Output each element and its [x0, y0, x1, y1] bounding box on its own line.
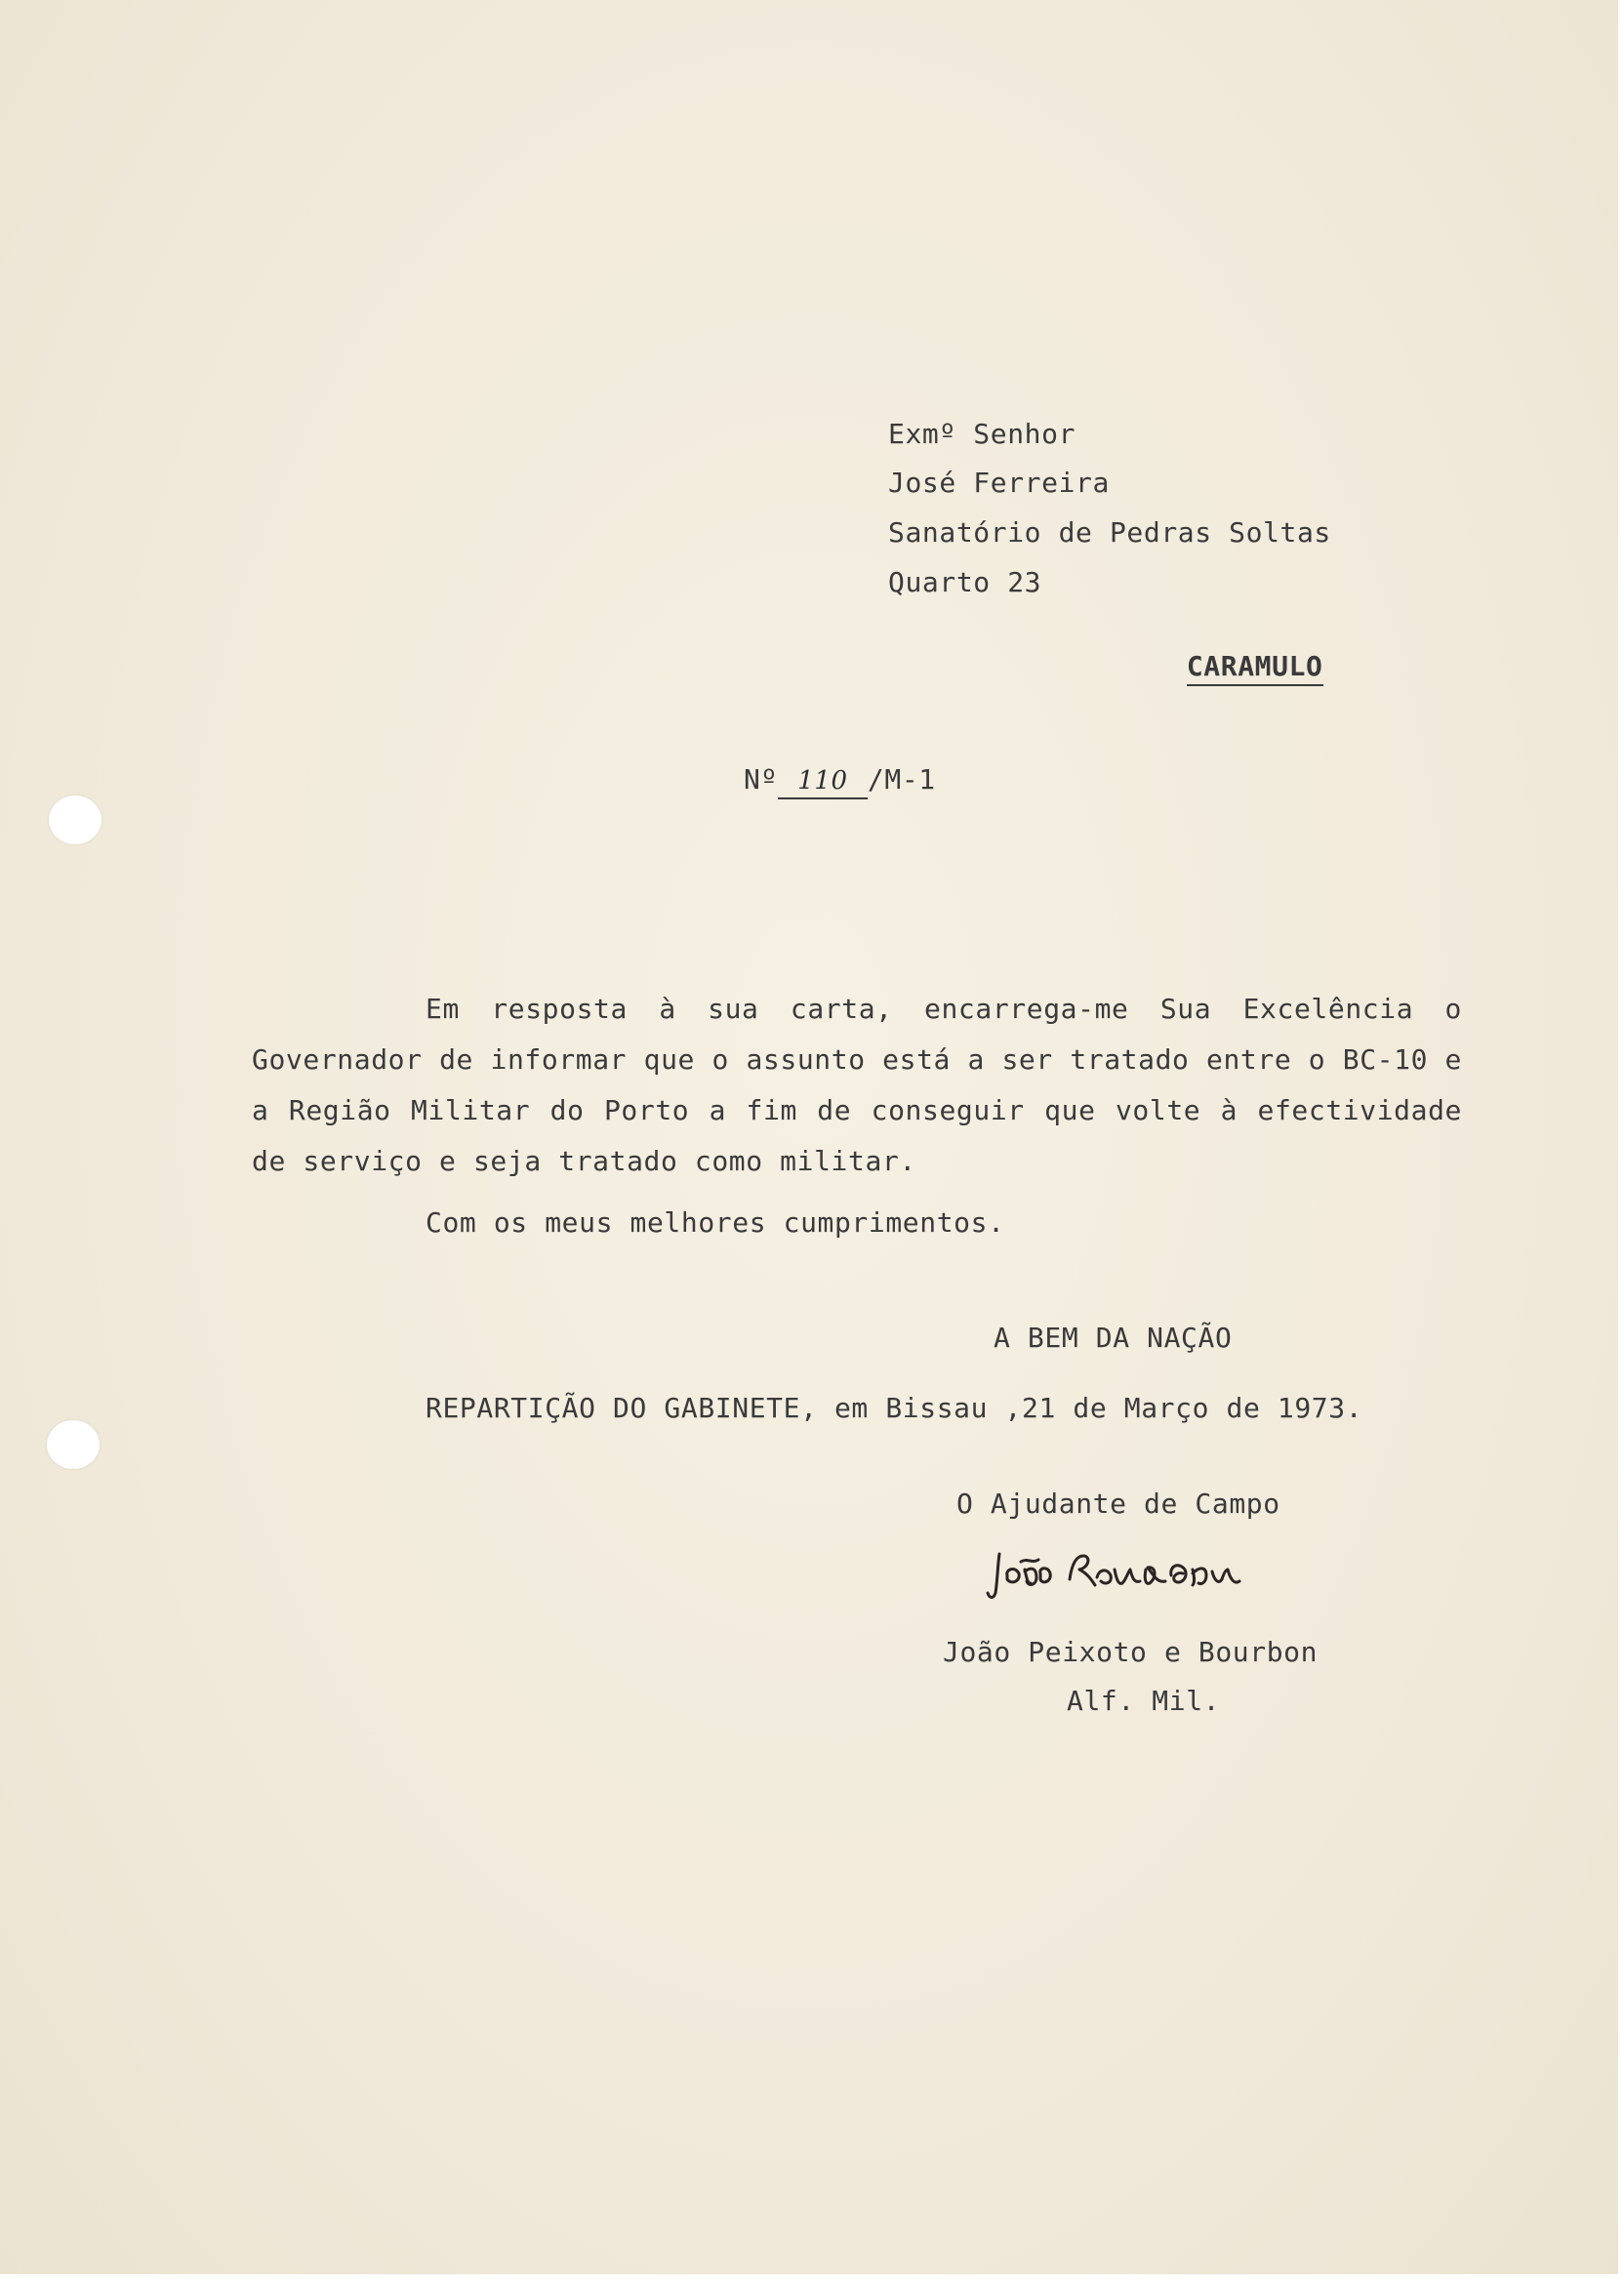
recipient-salutation: Exmº Senhor — [888, 418, 1076, 450]
motto: A BEM DA NAÇÃO — [994, 1322, 1233, 1354]
signatory-role: O Ajudante de Campo — [956, 1488, 1280, 1520]
scan-edge-bottom — [0, 2274, 1624, 2284]
reference-prefix: Nº — [744, 763, 778, 795]
reference-handwritten-number: 110 — [778, 764, 868, 799]
letter-body-paragraph: Em resposta à sua carta, encarrega-me Sua Excelência o Governador de informar que o assunto está a ser tratado entre o BC-10 e a Região Militar do Porto a fim de conseguir que volte à efectividade de serviço e seja tratado como militar. — [252, 993, 1462, 1177]
recipient-city-text: CARAMULO — [1187, 650, 1323, 686]
signatory-rank: Alf. Mil. — [1067, 1685, 1221, 1717]
reference-suffix: /M-1 — [867, 763, 936, 795]
letter-closing: Com os meus melhores cumprimentos. — [426, 1206, 1005, 1239]
reference-number — [744, 763, 936, 799]
recipient-institution: Sanatório de Pedras Soltas — [888, 516, 1331, 549]
handwritten-signature — [986, 1540, 1259, 1609]
recipient-name: José Ferreira — [888, 467, 1110, 499]
recipient-city — [1118, 617, 1323, 716]
place-date: REPARTIÇÃO DO GABINETE, em Bissau ,21 de Março de 1973. — [426, 1392, 1363, 1424]
signatory-name: João Peixoto e Bourbon — [943, 1636, 1319, 1668]
punch-hole-bottom — [47, 1420, 100, 1469]
scan-edge-right — [1618, 0, 1624, 2284]
punch-hole-top — [49, 795, 102, 844]
recipient-room: Quarto 23 — [888, 566, 1042, 598]
